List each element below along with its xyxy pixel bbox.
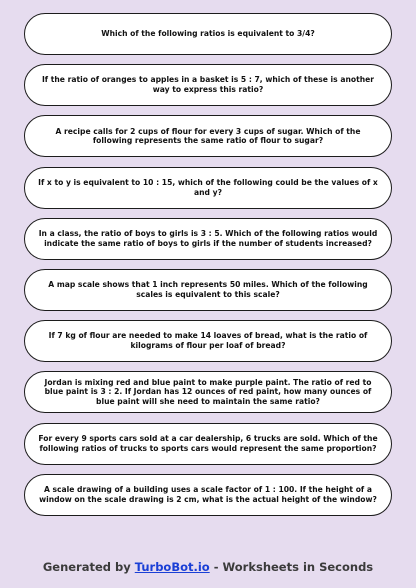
question-card-1 [24, 13, 392, 55]
footer [0, 560, 416, 574]
question-text: If 7 kg of flour are needed to make 14 loaves of bread, what is the ratio of kilograms of flour per loaf of bread? [48, 331, 368, 351]
question-card-10 [24, 474, 392, 516]
question-card-3 [24, 115, 392, 157]
question-card-9 [24, 423, 392, 465]
question-list [24, 13, 392, 525]
question-text: A map scale shows that 1 inch represents 50 miles. Which of the following scales is equivalent to this scale? [48, 280, 368, 299]
question-text: In a class, the ratio of boys to girls is 3 : 5. Which of the following ratios would indicate the same ratio of boys to girls if the number of students increased? [38, 228, 378, 248]
footer-suffix: - Worksheets in Seconds [209, 560, 374, 574]
question-text: A recipe calls for 2 cups of flour for every 3 cups of sugar. Which of the following represents the same ratio of flour to sugar? [55, 126, 361, 146]
question-text: Jordan is mixing red and blue paint to make purple paint. The ratio of red to blue paint is 3 : 2. If Jordan has 12 ounces of red paint, how many ounces of blue paint will she need to maintain the same ratio? [44, 377, 372, 407]
question-card-5 [24, 218, 392, 260]
question-card-6 [24, 269, 392, 311]
question-text: If x to y is equivalent to 10 : 15, which of the following could be the values of x and y? [38, 177, 378, 197]
question-text: For every 9 sports cars sold at a car dealership, 6 trucks are sold. Which of the following ratios of trucks to sports cars would represent the same proportion? [38, 433, 378, 453]
footer-prefix: Generated by [42, 560, 135, 574]
question-card-8 [24, 371, 392, 413]
question-card-2 [24, 64, 392, 106]
question-text: A scale drawing of a building uses a scale factor of 1 : 100. If the height of a window on the scale drawing is 2 cm, what is the actual height of the window? [39, 484, 377, 504]
turbobot-link[interactable]: TurboBot.io [134, 560, 210, 574]
question-text: Which of the following ratios is equivalent to 3/4? [101, 29, 315, 39]
question-text: If the ratio of oranges to apples in a basket is 5 : 7, which of these is another way to express this ratio? [41, 75, 375, 95]
question-card-4 [24, 167, 392, 209]
question-card-7 [24, 320, 392, 362]
